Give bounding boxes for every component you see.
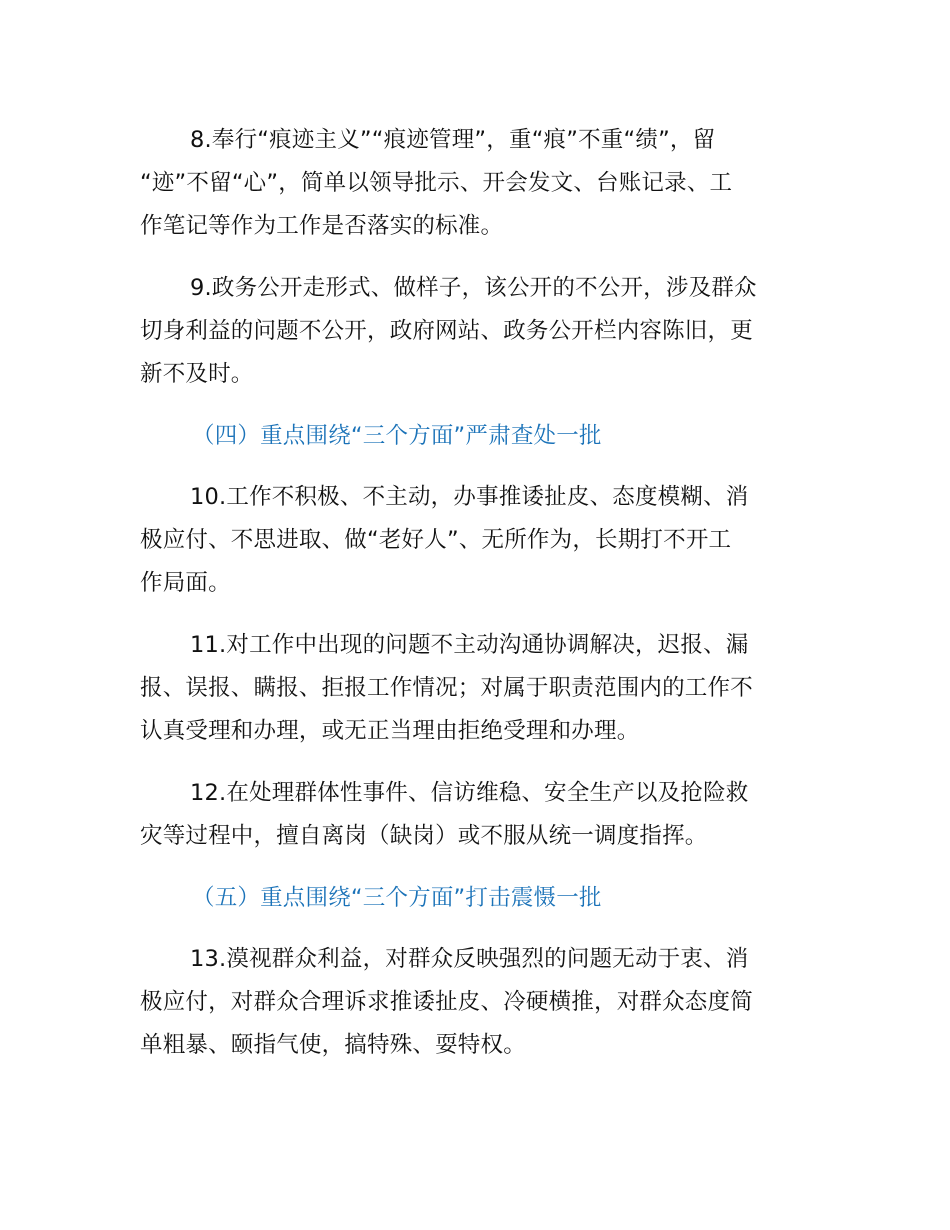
paragraph-line: 报、误报、瞒报、拒报工作情况；对属于职责范围内的工作不 bbox=[140, 675, 753, 701]
section-heading-5 bbox=[140, 877, 820, 920]
paragraph-item-11 bbox=[140, 624, 820, 753]
paragraph-line: 9.政务公开走形式、做样子，该公开的不公开，涉及群众 bbox=[190, 275, 757, 301]
paragraph-line: 灾等过程中，擅自离岗（缺岗）或不服从统一调度指挥。 bbox=[140, 823, 708, 849]
paragraph-line: 作局面。 bbox=[140, 570, 231, 596]
paragraph-item-10 bbox=[140, 476, 820, 605]
section-heading-text: （五）重点围绕“三个方面”打击震慑一批 bbox=[192, 885, 602, 911]
paragraph-line: 切身利益的问题不公开，政府网站、政务公开栏内容陈旧，更 bbox=[140, 318, 753, 344]
paragraph-item-9 bbox=[140, 267, 820, 396]
paragraph-line: 认真受理和办理，或无正当理由拒绝受理和办理。 bbox=[140, 718, 640, 744]
paragraph-line: 13.漠视群众利益，对群众反映强烈的问题无动于衷、消 bbox=[190, 946, 749, 972]
paragraph-line: “迹”不留“心”，简单以领导批示、开会发文、台账记录、工 bbox=[140, 170, 733, 196]
section-heading-text: （四）重点围绕“三个方面”严肃查处一批 bbox=[192, 423, 602, 449]
paragraph-line: 8.奉行“痕迹主义”“痕迹管理”，重“痕”不重“绩”，留 bbox=[190, 127, 716, 153]
paragraph-item-12 bbox=[140, 772, 820, 858]
paragraph-line: 极应付、不思进取、做“老好人”、无所作为，长期打不开工 bbox=[140, 527, 732, 553]
paragraph-line: 作笔记等作为工作是否落实的标准。 bbox=[140, 213, 504, 239]
paragraph-line: 新不及时。 bbox=[140, 361, 254, 387]
paragraph-line: 单粗暴、颐指气使，搞特殊、耍特权。 bbox=[140, 1032, 526, 1058]
paragraph-line: 11.对工作中出现的问题不主动沟通协调解决，迟报、漏 bbox=[190, 632, 749, 658]
paragraph-line: 极应付，对群众合理诉求推诿扯皮、冷硬横推，对群众态度简 bbox=[140, 989, 753, 1015]
paragraph-line: 10.工作不积极、不主动，办事推诿扯皮、态度模糊、消 bbox=[190, 484, 749, 510]
paragraph-item-8 bbox=[140, 119, 820, 248]
section-heading-4 bbox=[140, 415, 820, 458]
paragraph-line: 12.在处理群体性事件、信访维稳、安全生产以及抢险救 bbox=[190, 780, 749, 806]
paragraph-item-13 bbox=[140, 938, 820, 1067]
